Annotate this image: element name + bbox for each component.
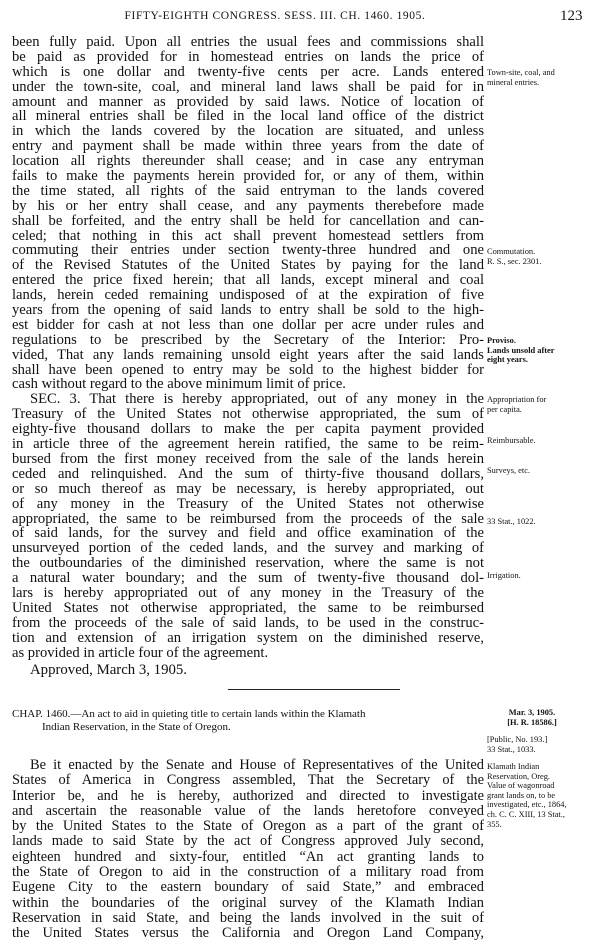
text-line: in which the lands covered by the location are situated, and unless xyxy=(12,124,484,140)
margin-note-irrigation xyxy=(487,571,599,581)
section-divider xyxy=(228,689,400,690)
enacting-clause-text xyxy=(12,758,484,942)
approval-line: Approved, March 3, 1905. xyxy=(30,662,187,678)
margin-note-line: Lands unsold after xyxy=(487,345,555,355)
text-line: Be it enacted by the Senate and House of Representatives of the United xyxy=(30,758,484,773)
text-line: regulations to be prescribed by the Secretary of the Interior: Pro- xyxy=(12,332,484,348)
text-line: the time stated, all rights of the said entryman to the lands covered xyxy=(12,183,484,199)
text-line: appropriated, the same to be reimbursed from the proceeds of the sale xyxy=(12,511,484,527)
text-line: vided, That any lands remaining unsold eight years after the said lands xyxy=(12,347,484,363)
text-line: ceded and relinquished. And the sum of thirty-five thousand dollars, xyxy=(12,466,484,482)
text-line: SEC. 3. That there is hereby appropriated, out of any money in the xyxy=(30,392,484,408)
text-line: lands, herein ceded remaining undisposed of at the expiration of five xyxy=(12,288,484,304)
text-line: eighteen hundred and sixty-four, entitled “An act granting lands to xyxy=(12,849,484,865)
text-line: all mineral entries shall be filed in the local land office of the district xyxy=(12,109,484,125)
margin-note-line: investigated, etc., 1864, xyxy=(487,800,567,810)
text-line: in article three of the agreement herein ratified, the same to be reim- xyxy=(12,437,484,452)
text-line: cash without regard to the above minimum limit of price. xyxy=(12,377,346,393)
text-line: bursed from the first money received from the sale of the lands herein xyxy=(12,451,484,467)
chapter-heading-line: Indian Reservation, in the State of Oregon. xyxy=(42,721,231,733)
margin-note-proviso xyxy=(487,336,599,365)
margin-note-line: ch. C. C. XIII, 13 Stat., xyxy=(487,809,565,819)
text-line: under the town-site, coal, and mineral land laws shall be paid for in xyxy=(12,79,484,95)
margin-note-line: Mar. 3, 1905. xyxy=(508,708,556,717)
margin-note-line: Appropriation for xyxy=(487,395,547,404)
text-line: or so much thereof as may be necessary, is hereby appropriated, out xyxy=(12,481,484,497)
text-line: within the boundaries of the original survey of the Klamath Indian xyxy=(12,895,484,911)
margin-note-line: eight years. xyxy=(487,355,528,365)
text-line: lands made to said State by the act of Congress approved July second, xyxy=(12,834,484,850)
margin-note-line: per capita. xyxy=(487,404,522,414)
margin-note-line: Irrigation. xyxy=(487,571,521,580)
text-line: amount and manner as provided by said laws. Notice of location of xyxy=(12,94,484,110)
chapter-heading xyxy=(12,708,482,734)
margin-note-townsite xyxy=(487,68,599,87)
page-header xyxy=(0,6,600,26)
text-line: of any money in the Treasury of the United States not otherwise xyxy=(12,496,484,512)
chapter-heading-line: CHAP. 1460.—An act to aid in quieting title to certain lands within the Klamath xyxy=(12,708,366,720)
text-line: be paid as provided for in homestead entries on lands the price of xyxy=(12,49,484,65)
margin-note-line: Surveys, etc. xyxy=(487,466,531,475)
margin-note-line: Klamath Indian xyxy=(487,762,540,771)
text-line: years from the opening of said lands to entry shall be sold to the high- xyxy=(12,303,484,318)
text-line: lars is hereby appropriated out of any money in the Treasury of the xyxy=(12,585,484,601)
margin-note-stat-1022 xyxy=(487,517,599,527)
margin-note-line: grant lands on, to be xyxy=(487,790,556,800)
margin-note-reimbursable xyxy=(487,436,599,446)
text-line: the State of Oregon to aid in the construction of a military road from xyxy=(12,865,484,881)
text-line: of said lands, for the survey and field and office examination of the xyxy=(12,526,484,542)
page-number: 123 xyxy=(560,8,583,24)
text-line: United States not otherwise appropriated, the same to be reimbursed xyxy=(12,600,484,616)
text-line: shall have been opened to entry may be sold to the highest bidder for xyxy=(12,362,484,378)
margin-note-commutation xyxy=(487,247,599,266)
text-line: Eugene City to the eastern boundary of said State,” and embraced xyxy=(12,880,484,896)
margin-note-line: 33 Stat., 1022. xyxy=(487,517,536,526)
margin-note-line: Commutation. xyxy=(487,247,536,256)
text-line: celed; that nothing in this act shall prevent homestead settlers from xyxy=(12,228,484,244)
margin-note-line: [H. R. 18586.] xyxy=(507,717,557,727)
text-line: unsurveyed portion of the ceded lands, and the survey and marking of xyxy=(12,541,484,557)
statute-text-body xyxy=(12,35,484,660)
text-line: the outboundaries of the diminished reservation, where the same is not xyxy=(12,556,484,572)
text-line: by his or her entry shall cease, and any payments therebefore made xyxy=(12,198,484,214)
text-line: entered the price fixed herein; that all lands, except mineral and coal xyxy=(12,273,484,289)
text-line: and ascertain the reasonable value of the lands heretofore conveyed xyxy=(12,803,484,819)
margin-note-appropriation xyxy=(487,395,599,414)
margin-note-line: mineral entries. xyxy=(487,77,540,87)
text-line: Reservation in said State, and being the lands involved in the suit of xyxy=(12,910,484,926)
running-head: FIFTY-EIGHTH CONGRESS. SESS. III. CH. 1460. 1905. xyxy=(124,10,426,22)
margin-note-line: Value of wagonroad xyxy=(487,781,555,791)
text-line: the United States versus the California and Oregon Land Company, xyxy=(12,926,484,942)
text-line: commuting their entries under section twenty-three hundred and one xyxy=(12,243,484,259)
margin-note-line: Town-site, coal, and xyxy=(487,68,555,77)
text-line: Interior be, and he is hereby, authorized and directed to investigate xyxy=(12,788,484,804)
text-line: est bidder for cash at not less than one dollar per acre under rules and xyxy=(12,317,484,333)
text-line: from the proceeds of the sale of said lands, to be used in the construc- xyxy=(12,615,484,631)
margin-note-line: R. S., sec. 2301. xyxy=(487,256,542,266)
text-line: States of America in Congress assembled, That the Secretary of the xyxy=(12,773,484,789)
text-line: fails to make the payments herein provided for, or any of them, within xyxy=(12,169,484,184)
text-line: location all rights thereunder shall cease; and in case any entryman xyxy=(12,154,484,170)
margin-note-public-law xyxy=(487,735,599,754)
text-line: Treasury of the United States not otherwise appropriated, the sum of xyxy=(12,407,484,423)
text-line: been fully paid. Upon all entries the usual fees and commissions shall xyxy=(12,35,484,50)
text-line: a natural water boundary; and the sum of twenty-five thousand dol- xyxy=(12,571,484,586)
text-line: shall be forfeited, and the entry shall be held for cancellation and can- xyxy=(12,213,484,229)
margin-note-line: Proviso. xyxy=(487,336,516,345)
margin-note-line: [Public, No. 193.] xyxy=(487,735,548,744)
margin-note-surveys xyxy=(487,466,599,476)
text-line: as provided in article four of the agreement. xyxy=(12,645,269,661)
margin-note-klamath xyxy=(487,762,599,829)
text-line: of the Revised Statutes of the United States by paying for the land xyxy=(12,258,484,274)
text-line: by the United States to the State of Oregon as a part of the grant of xyxy=(12,819,484,835)
margin-note-line: Reimbursable. xyxy=(487,436,536,445)
text-line: tion and extension of an irrigation system on the diminished reserve, xyxy=(12,630,484,646)
margin-note-line: Reservation, Oreg. xyxy=(487,771,551,781)
text-line: which is one dollar and twenty-five cents per acre. Lands entered xyxy=(12,64,484,80)
margin-note-date-reference xyxy=(487,708,577,727)
text-line: eighty-five thousand dollars to make the per capita payment provided xyxy=(12,422,484,438)
margin-note-line: 33 Stat., 1033. xyxy=(487,744,536,754)
margin-note-line: 355. xyxy=(487,819,502,829)
text-line: entry and payment shall be made within three years from the date of xyxy=(12,139,484,155)
